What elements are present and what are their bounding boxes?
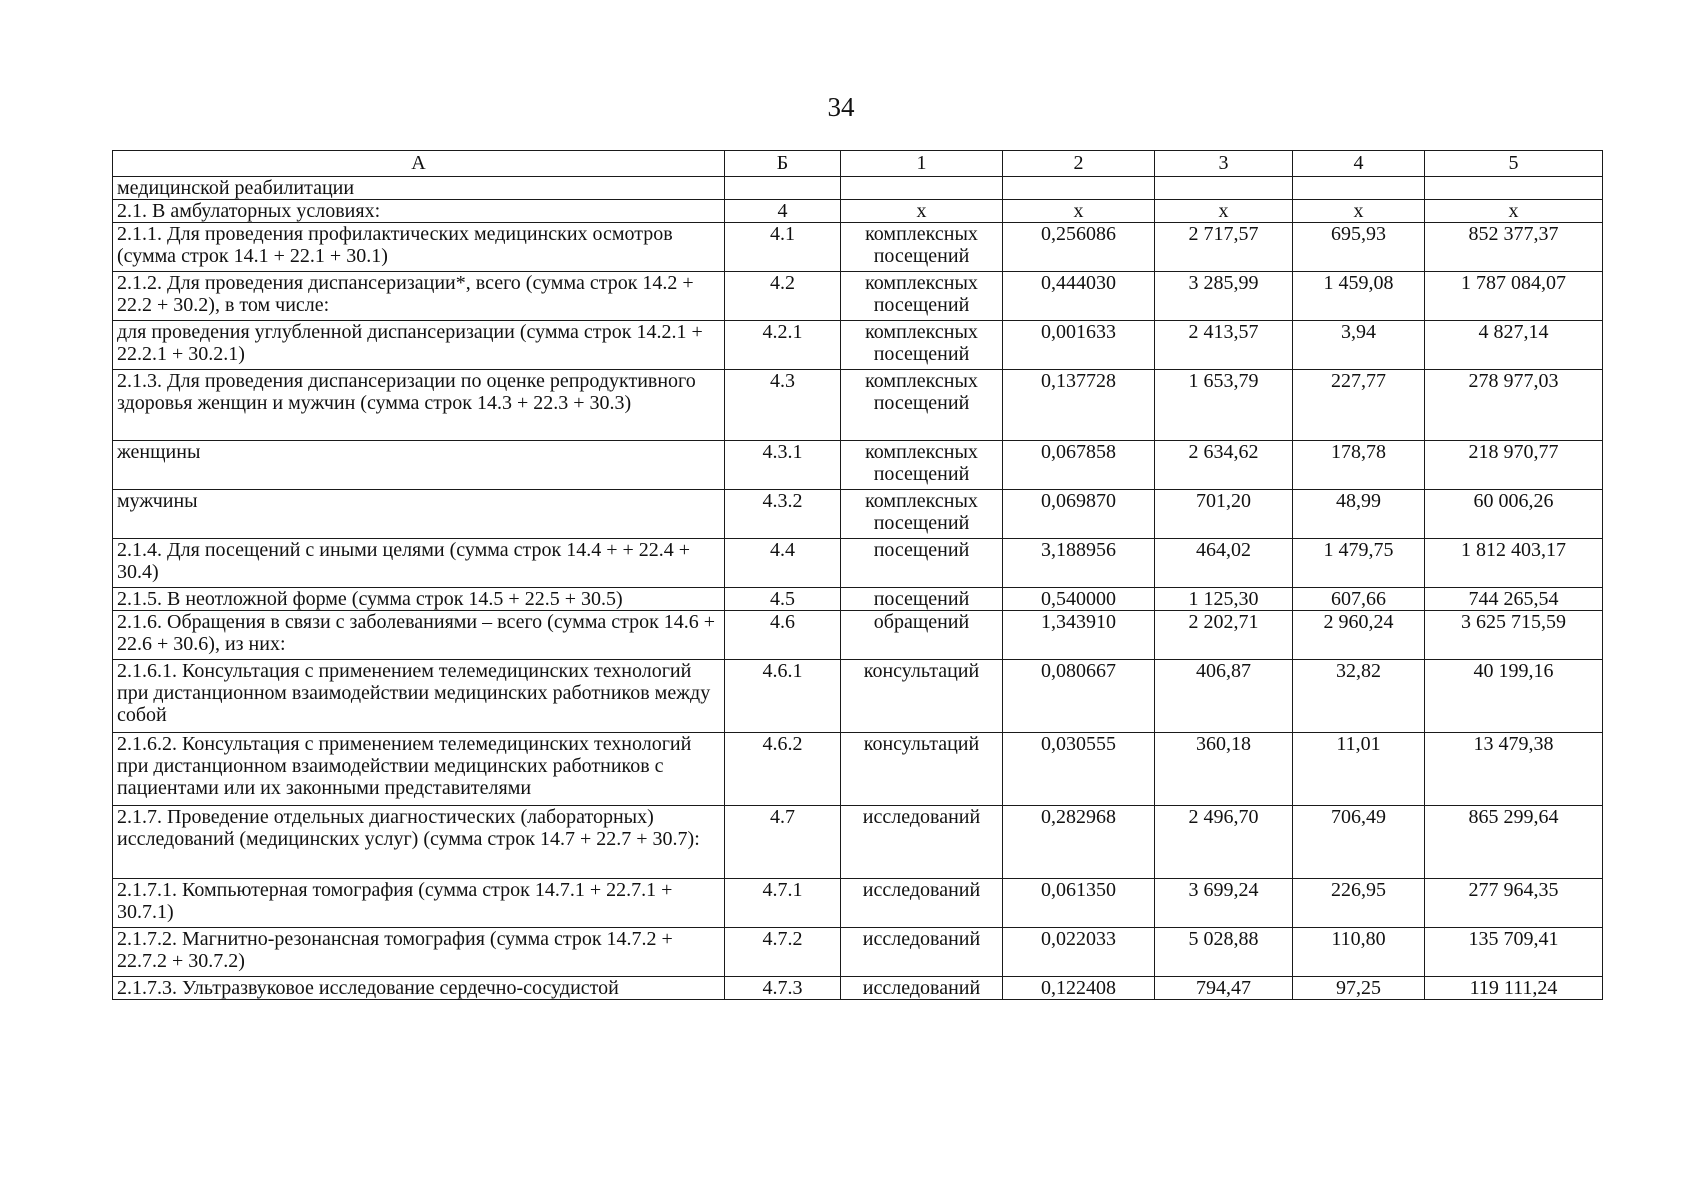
volume-norm: 0,022033	[1003, 928, 1155, 977]
total-amount: 277 964,35	[1425, 879, 1603, 928]
table-row	[113, 928, 1603, 977]
row-code: 4.6.2	[725, 733, 841, 806]
volume-norm: 0,122408	[1003, 977, 1155, 1000]
row-code: 4.3.2	[725, 490, 841, 539]
unit: комплексных посещений	[841, 321, 1003, 370]
table-row	[113, 441, 1603, 490]
per-capita-norm: 97,25	[1293, 977, 1425, 1000]
table-row	[113, 539, 1603, 588]
row-label: 2.1.4. Для посещений с иными целями (сумма строк 14.4 + + 22.4 + 30.4)	[113, 539, 725, 588]
total-amount: 4 827,14	[1425, 321, 1603, 370]
table-body	[113, 177, 1603, 1000]
table-row	[113, 977, 1603, 1000]
cost-norm: 3 285,99	[1155, 272, 1293, 321]
row-code: 4.6	[725, 611, 841, 660]
column-header: 5	[1425, 151, 1603, 177]
table-row	[113, 321, 1603, 370]
column-header: А	[113, 151, 725, 177]
per-capita-norm: х	[1293, 200, 1425, 223]
per-capita-norm: 110,80	[1293, 928, 1425, 977]
page-number: 34	[827, 92, 855, 122]
table-row	[113, 733, 1603, 806]
per-capita-norm: 695,93	[1293, 223, 1425, 272]
row-label: медицинской реабилитации	[113, 177, 725, 200]
volume-norm: 0,282968	[1003, 806, 1155, 879]
total-amount: 744 265,54	[1425, 588, 1603, 611]
per-capita-norm: 607,66	[1293, 588, 1425, 611]
row-label: 2.1.3. Для проведения диспансеризации по оценке репродуктивного здоровья женщин и мужчин (сумма строк 14.3 + 22.3 + 30.3)	[113, 370, 725, 441]
row-code: 4.6.1	[725, 660, 841, 733]
volume-norm: 0,067858	[1003, 441, 1155, 490]
row-label: для проведения углубленной диспансеризации (сумма строк 14.2.1 + 22.2.1 + 30.2.1)	[113, 321, 725, 370]
table-row	[113, 490, 1603, 539]
row-label: 2.1. В амбулаторных условиях:	[113, 200, 725, 223]
per-capita-norm	[1293, 177, 1425, 200]
volume-norm: 0,256086	[1003, 223, 1155, 272]
per-capita-norm: 48,99	[1293, 490, 1425, 539]
volume-norm: 0,080667	[1003, 660, 1155, 733]
unit: обращений	[841, 611, 1003, 660]
total-amount	[1425, 177, 1603, 200]
unit: исследований	[841, 806, 1003, 879]
total-amount: 218 970,77	[1425, 441, 1603, 490]
volume-norm	[1003, 177, 1155, 200]
cost-norm: 701,20	[1155, 490, 1293, 539]
per-capita-norm: 32,82	[1293, 660, 1425, 733]
table-row	[113, 879, 1603, 928]
volume-norm: 3,188956	[1003, 539, 1155, 588]
cost-norm: 1 125,30	[1155, 588, 1293, 611]
row-label: 2.1.6.1. Консультация с применением телемедицинских технологий при дистанционном взаимодействии медицинских работников между собой	[113, 660, 725, 733]
unit: комплексных посещений	[841, 370, 1003, 441]
table-row	[113, 223, 1603, 272]
volume-norm: х	[1003, 200, 1155, 223]
unit: комплексных посещений	[841, 272, 1003, 321]
cost-norm: 5 028,88	[1155, 928, 1293, 977]
column-header: 3	[1155, 151, 1293, 177]
cost-norm: х	[1155, 200, 1293, 223]
table-row	[113, 370, 1603, 441]
per-capita-norm: 227,77	[1293, 370, 1425, 441]
table-row	[113, 588, 1603, 611]
volume-norm: 1,343910	[1003, 611, 1155, 660]
cost-norm: 464,02	[1155, 539, 1293, 588]
per-capita-norm: 3,94	[1293, 321, 1425, 370]
table-row	[113, 200, 1603, 223]
unit: посещений	[841, 588, 1003, 611]
unit: посещений	[841, 539, 1003, 588]
row-label: 2.1.7.1. Компьютерная томография (сумма строк 14.7.1 + 22.7.1 + 30.7.1)	[113, 879, 725, 928]
unit: х	[841, 200, 1003, 223]
row-code: 4	[725, 200, 841, 223]
cost-norm: 2 634,62	[1155, 441, 1293, 490]
row-label: 2.1.7. Проведение отдельных диагностических (лабораторных) исследований (медицинских услуг) (сумма строк 14.7 + 22.7 + 30.7):	[113, 806, 725, 879]
volume-norm: 0,001633	[1003, 321, 1155, 370]
total-amount: 865 299,64	[1425, 806, 1603, 879]
row-code: 4.7.3	[725, 977, 841, 1000]
volume-norm: 0,540000	[1003, 588, 1155, 611]
row-label: 2.1.1. Для проведения профилактических медицинских осмотров (сумма строк 14.1 + 22.1 + 30.1)	[113, 223, 725, 272]
total-amount: 60 006,26	[1425, 490, 1603, 539]
row-label: 2.1.5. В неотложной форме (сумма строк 14.5 + 22.5 + 30.5)	[113, 588, 725, 611]
row-code	[725, 177, 841, 200]
total-amount: 1 787 084,07	[1425, 272, 1603, 321]
unit: исследований	[841, 977, 1003, 1000]
total-amount: 40 199,16	[1425, 660, 1603, 733]
row-code: 4.7.1	[725, 879, 841, 928]
row-code: 4.4	[725, 539, 841, 588]
per-capita-norm: 178,78	[1293, 441, 1425, 490]
row-code: 4.2	[725, 272, 841, 321]
per-capita-norm: 706,49	[1293, 806, 1425, 879]
unit: исследований	[841, 879, 1003, 928]
column-header: 2	[1003, 151, 1155, 177]
total-amount: 852 377,37	[1425, 223, 1603, 272]
row-code: 4.7.2	[725, 928, 841, 977]
cost-norm: 3 699,24	[1155, 879, 1293, 928]
total-amount: 135 709,41	[1425, 928, 1603, 977]
row-label: мужчины	[113, 490, 725, 539]
unit	[841, 177, 1003, 200]
per-capita-norm: 226,95	[1293, 879, 1425, 928]
cost-norm: 1 653,79	[1155, 370, 1293, 441]
row-code: 4.5	[725, 588, 841, 611]
total-amount: 278 977,03	[1425, 370, 1603, 441]
volume-norm: 0,444030	[1003, 272, 1155, 321]
per-capita-norm: 1 459,08	[1293, 272, 1425, 321]
unit: исследований	[841, 928, 1003, 977]
per-capita-norm: 11,01	[1293, 733, 1425, 806]
total-amount: х	[1425, 200, 1603, 223]
table-row	[113, 660, 1603, 733]
total-amount: 3 625 715,59	[1425, 611, 1603, 660]
row-code: 4.3.1	[725, 441, 841, 490]
cost-norm: 2 413,57	[1155, 321, 1293, 370]
column-header: Б	[725, 151, 841, 177]
total-amount: 119 111,24	[1425, 977, 1603, 1000]
row-label: женщины	[113, 441, 725, 490]
table-row	[113, 272, 1603, 321]
row-label: 2.1.6.2. Консультация с применением телемедицинских технологий при дистанционном взаимодействии медицинских работников с пациентами или их законными представителями	[113, 733, 725, 806]
per-capita-norm: 2 960,24	[1293, 611, 1425, 660]
cost-norm: 2 496,70	[1155, 806, 1293, 879]
cost-norm	[1155, 177, 1293, 200]
column-header: 1	[841, 151, 1003, 177]
row-label: 2.1.7.2. Магнитно-резонансная томография (сумма строк 14.7.2 + 22.7.2 + 30.7.2)	[113, 928, 725, 977]
table-row	[113, 611, 1603, 660]
table-row	[113, 177, 1603, 200]
row-code: 4.2.1	[725, 321, 841, 370]
row-label: 2.1.7.3. Ультразвуковое исследование сердечно-сосудистой	[113, 977, 725, 1000]
unit: консультаций	[841, 660, 1003, 733]
cost-norm: 406,87	[1155, 660, 1293, 733]
cost-norm: 794,47	[1155, 977, 1293, 1000]
row-label: 2.1.2. Для проведения диспансеризации*, всего (сумма строк 14.2 + 22.2 + 30.2), в том числе:	[113, 272, 725, 321]
cost-norm: 360,18	[1155, 733, 1293, 806]
table-row	[113, 806, 1603, 879]
volume-norm: 0,137728	[1003, 370, 1155, 441]
volume-norm: 0,030555	[1003, 733, 1155, 806]
total-amount: 13 479,38	[1425, 733, 1603, 806]
volume-norm: 0,061350	[1003, 879, 1155, 928]
row-code: 4.3	[725, 370, 841, 441]
cost-norm: 2 202,71	[1155, 611, 1293, 660]
volume-norm: 0,069870	[1003, 490, 1155, 539]
unit: комплексных посещений	[841, 223, 1003, 272]
column-header: 4	[1293, 151, 1425, 177]
unit: консультаций	[841, 733, 1003, 806]
row-label: 2.1.6. Обращения в связи с заболеваниями – всего (сумма строк 14.6 + 22.6 + 30.6), из них:	[113, 611, 725, 660]
cost-norm: 2 717,57	[1155, 223, 1293, 272]
tariff-table	[112, 150, 1603, 1000]
unit: комплексных посещений	[841, 490, 1003, 539]
per-capita-norm: 1 479,75	[1293, 539, 1425, 588]
row-code: 4.7	[725, 806, 841, 879]
header-row	[113, 151, 1603, 177]
row-code: 4.1	[725, 223, 841, 272]
total-amount: 1 812 403,17	[1425, 539, 1603, 588]
unit: комплексных посещений	[841, 441, 1003, 490]
